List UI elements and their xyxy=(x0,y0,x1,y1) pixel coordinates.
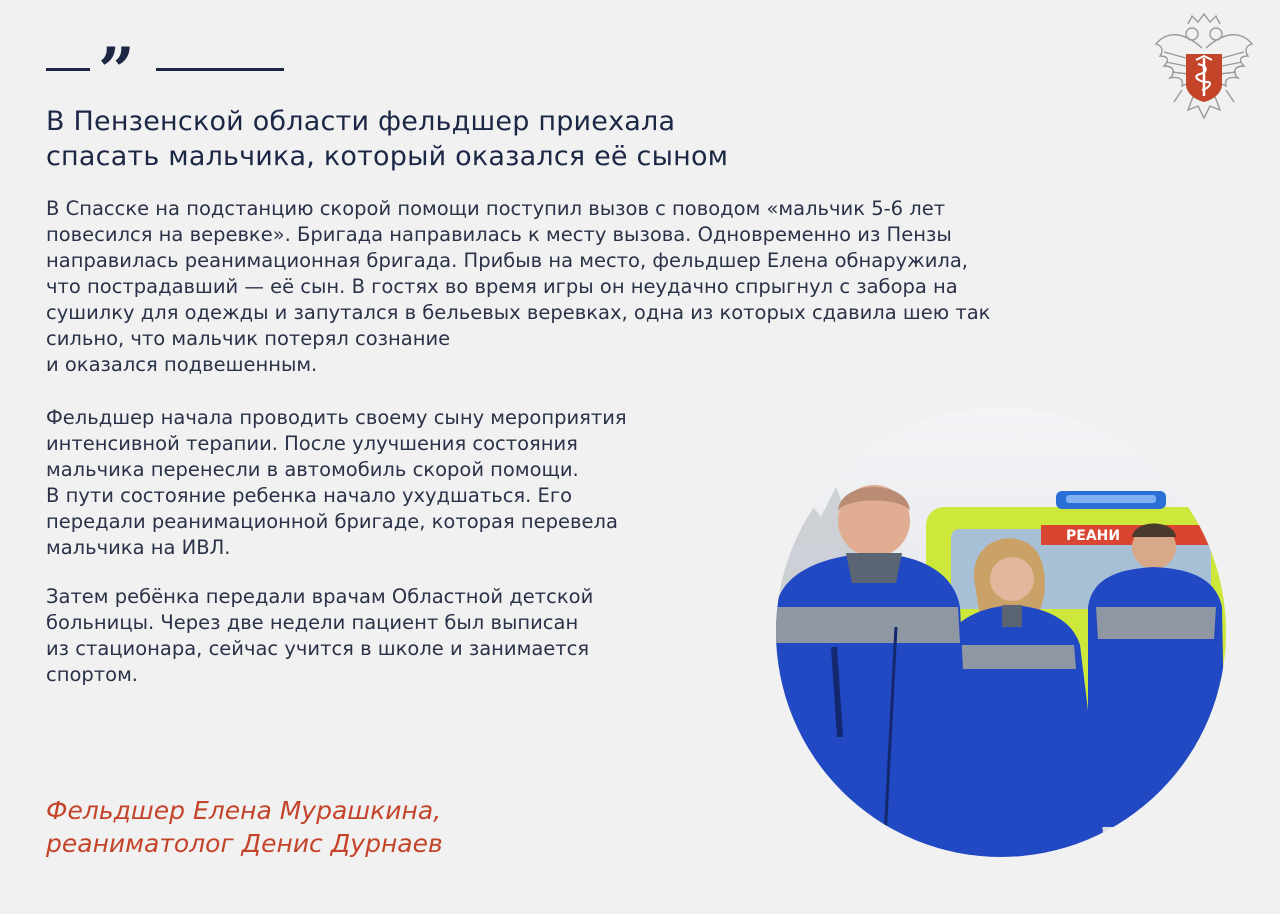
title-line: спасать мальчика, который оказался её сыном xyxy=(46,141,729,172)
text-line: больницы. Через две недели пациент был выписан xyxy=(46,611,579,634)
signature xyxy=(46,794,746,860)
ministry-emblem-icon xyxy=(1152,10,1256,126)
text-line: Фельдшер начала проводить своему сыну мероприятия xyxy=(46,406,627,429)
text-line: повесился на веревке». Бригада направилась к месту вызова. Одновременно из Пензы xyxy=(46,223,952,246)
quote-line-right xyxy=(156,68,284,71)
text-line: интенсивной терапии. После улучшения состояния xyxy=(46,432,578,455)
text-line: и оказался подвешенным. xyxy=(46,353,318,376)
text-line: сушилку для одежды и запутался в бельевых веревках, одна из которых сдавила шею так xyxy=(46,301,991,324)
text-line: мальчика перенесли в автомобиль скорой помощи. xyxy=(46,458,579,481)
signature-line: реаниматолог Денис Дурнаев xyxy=(46,829,443,858)
paragraph-intro xyxy=(46,196,1226,378)
text-line: спортом. xyxy=(46,663,138,686)
text-line: В Спасске на подстанцию скорой помощи поступил вызов с поводом «мальчик 5-6 лет xyxy=(46,197,946,220)
signature-line: Фельдшер Елена Мурашкина, xyxy=(46,796,442,825)
text-line: Затем ребёнка передали врачам Областной детской xyxy=(46,585,594,608)
vehicle-label: РЕАНИ xyxy=(1066,528,1121,544)
quote-line-left xyxy=(46,68,90,71)
text-line: сильно, что мальчик потерял сознание xyxy=(46,327,451,350)
quote-icon: ” xyxy=(98,34,135,109)
text-line: направилась реанимационная бригада. Прибыв на место, фельдшер Елена обнаружила, xyxy=(46,249,968,272)
text-line: мальчика на ИВЛ. xyxy=(46,536,231,559)
text-line: что пострадавший — её сын. В гостях во время игры он неудачно спрыгнул с забора на xyxy=(46,275,958,298)
paragraph-outcome xyxy=(46,584,766,688)
team-photo xyxy=(776,407,1226,857)
article-title xyxy=(46,104,946,174)
paragraph-therapy xyxy=(46,405,766,561)
text-line: из стационара, сейчас учится в школе и занимается xyxy=(46,637,590,660)
quote-decoration xyxy=(46,34,286,109)
text-line: передали реанимационной бригаде, которая перевела xyxy=(46,510,618,533)
text-line: В пути состояние ребенка начало ухудшаться. Его xyxy=(46,484,573,507)
title-line: В Пензенской области фельдшер приехала xyxy=(46,106,676,137)
